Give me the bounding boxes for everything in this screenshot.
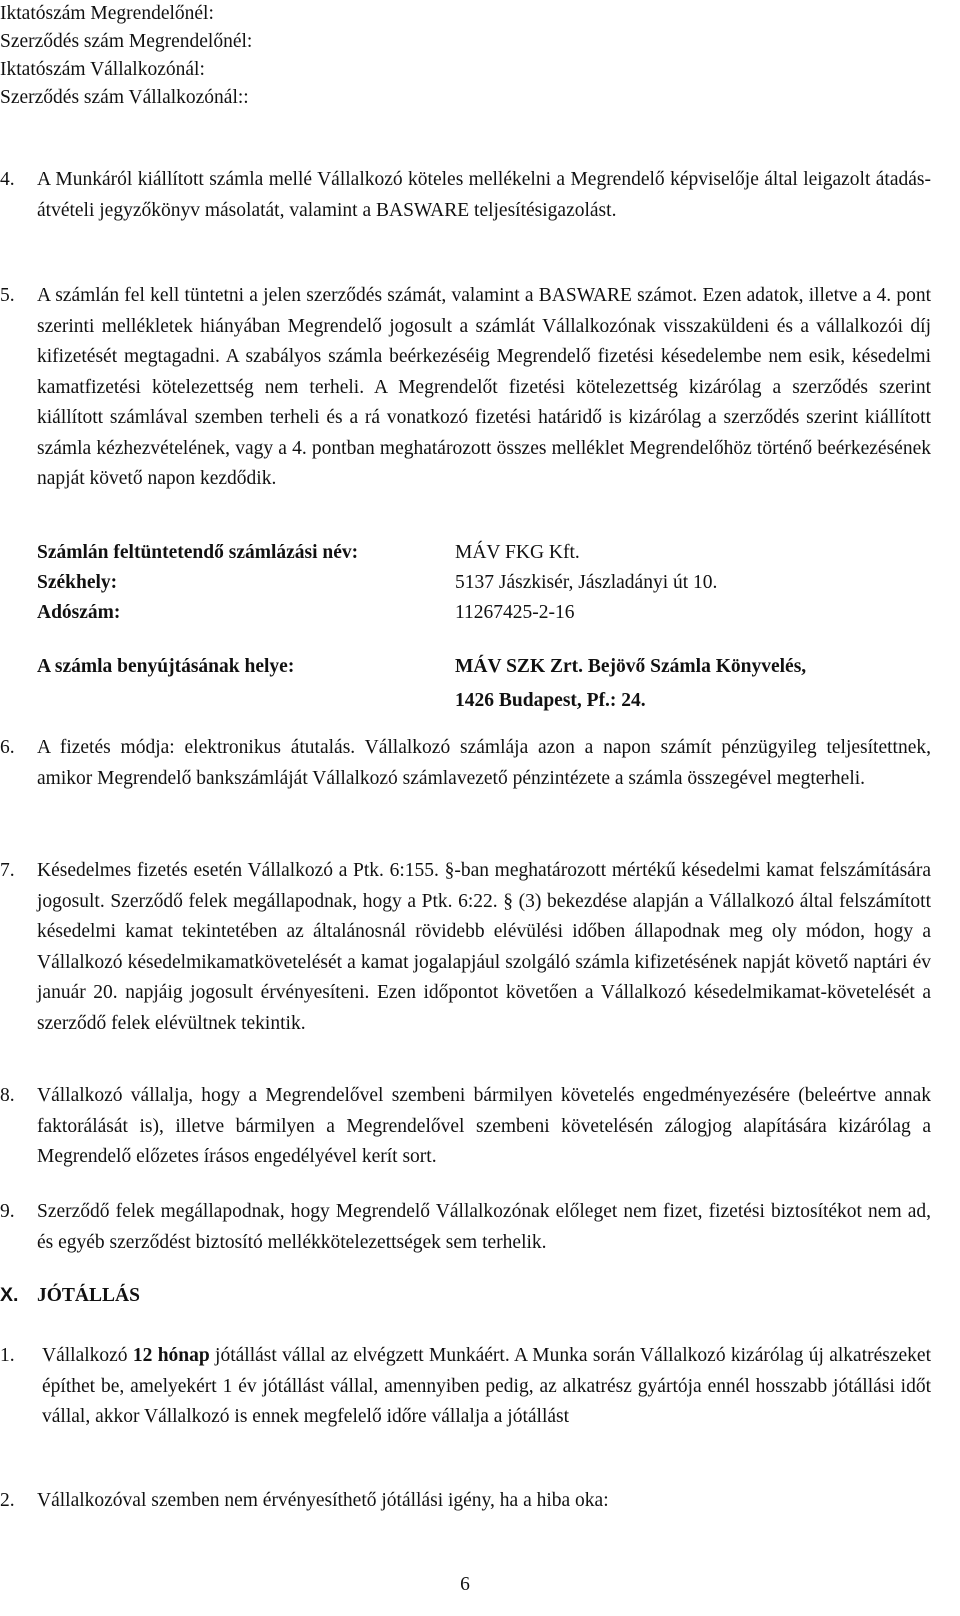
clause-text: A számlán fel kell tüntetni a jelen szerződés számát, valamint a BASWARE számot. Ezen adatok, illetve a 4. pont szerinti mellékletek hiányában Megrendelő jogosult a számlát Vállalkozónak visszaküldeni és a vállalkozói díj kifizetését megtagadni. A szabályos számla beérkezéséig Megrendelő fizetési késedelembe nem esik, késedelmi kamatfizetési kötelezettség nem terheli. A Megrendelőt fizetési kötelezettség kizárólag a szerződés szerint kiállított számlával szemben terheli és a rá vonatkozó fizetési határidő is kizárólag a szerződés szerint kiállított számla kézhezvételének, vagy a 4. pontban meghatározott összes melléklet Megrendelőhöz történő beérkezésének napját követő napon kezdődik.	[37, 285, 931, 489]
clause-number: 2.	[0, 1490, 15, 1511]
page-number: 6	[460, 1574, 470, 1595]
clause-number: 4.	[0, 169, 15, 190]
clause-number: 6.	[0, 737, 15, 758]
clause-text: Szerződő felek megállapodnak, hogy Megrendelő Vállalkozónak előleget nem fizet, fizetési biztosítékot nem ad, és egyéb szerződést biztosító mellékkötelezettségek sem terhelik.	[37, 1201, 931, 1253]
clause-7	[0, 856, 931, 1039]
clause-text: A Munkáról kiállított számla mellé Vállalkozó köteles mellékelni a Megrendelő képviselője által leigazolt átadás-átvételi jegyzőkönyv másolatát, valamint a BASWARE teljesítésigazolást.	[37, 169, 931, 221]
header-line-3: Iktatószám Vállalkozónál:	[0, 59, 205, 80]
billing-name-label: Számlán feltüntetendő számlázási név:	[37, 542, 359, 563]
billing-submit-value-2: 1426 Budapest, Pf.: 24.	[455, 690, 646, 711]
clause-6	[0, 733, 931, 794]
billing-submit-value-1: MÁV SZK Zrt. Bejövő Számla Könyvelés,	[455, 656, 807, 677]
header-line-1: Iktatószám Megrendelőnél:	[0, 3, 214, 24]
clause-text-post: jótállást vállal az elvégzett Munkáért. A Munka során Vállalkozó kizárólag új alkatrészeket építhet be, amelyekért 1 év jótállást vállal, amennyiben pedig, az alkatrész gyártója ennél hosszabb jótállási időt vállal, akkor Vállalkozó is ennek megfelelő időre vállalja a jótállást	[42, 1345, 931, 1427]
clause-text-pre: Vállalkozó	[42, 1345, 133, 1366]
clause-number: 9.	[0, 1201, 15, 1222]
clause-5	[0, 281, 931, 495]
section-heading-warranty	[0, 1284, 140, 1307]
clause-text: Vállalkozó vállalja, hogy a Megrendelővel szembeni bármilyen követelés engedményezésére (beleértve annak faktorálását is), illetve bármilyen a Megrendelővel szembeni követelésén zálogjog alapítására kizárólag a Megrendelő előzetes írásos engedélyével kerít sort.	[37, 1085, 931, 1167]
clause-4	[0, 165, 931, 226]
clause-number: 7.	[0, 860, 15, 881]
clause-text: Vállalkozóval szemben nem érvényesíthető jótállási igény, ha a hiba oka:	[37, 1490, 609, 1511]
header-line-4: Szerződés szám Vállalkozónál::	[0, 87, 249, 108]
warranty-period: 12 hónap	[132, 1345, 210, 1366]
billing-seat-label: Székhely:	[37, 572, 118, 593]
billing-name-value: MÁV FKG Kft.	[455, 542, 580, 563]
section-title: JÓTÁLLÁS	[37, 1285, 140, 1306]
clause-9	[0, 1197, 931, 1258]
billing-tax-value: 11267425-2-16	[455, 602, 575, 623]
section-number: X.	[0, 1284, 19, 1306]
clause-text: Késedelmes fizetés esetén Vállalkozó a Ptk. 6:155. §-ban meghatározott mértékű késedelmi kamat felszámítására jogosult. Szerződő felek megállapodnak, hogy a Ptk. 6:22. § (3) bekezdése alapján a Vállalkozó által felszámított késedelmi kamat tekintetében az általánosnál rövidebb elévülési időben állapodnak meg oly módon, hogy a Vállalkozó késedelmikamatkövetelését a kamat jogalapjául szolgáló számla kifizetésének napját követő naptári év január 20. napjáig jogosult érvényesíteni. Ezen időpontot követően a Vállalkozó késedelmikamat-követelését a szerződő felek elévültnek tekintik.	[37, 860, 931, 1034]
billing-seat-value: 5137 Jászkisér, Jászladányi út 10.	[455, 572, 718, 593]
clause-number: 1.	[0, 1345, 15, 1366]
billing-tax-label: Adószám:	[37, 602, 121, 623]
warranty-clause-1	[0, 1341, 931, 1433]
clause-8	[0, 1081, 931, 1173]
clause-text: A fizetés módja: elektronikus átutalás. Vállalkozó számlája azon a napon számít pénzügyileg teljesítettnek, amikor Megrendelő bankszámláját Vállalkozó számlavezető pénzintézete a számla összegével megterheli.	[37, 737, 931, 789]
header-line-2: Szerződés szám Megrendelőnél:	[0, 31, 253, 52]
registration-header	[0, 0, 252, 112]
billing-submit-label: A számla benyújtásának helye:	[37, 656, 295, 677]
clause-number: 5.	[0, 285, 15, 306]
clause-number: 8.	[0, 1085, 15, 1106]
warranty-clause-2	[0, 1486, 931, 1517]
